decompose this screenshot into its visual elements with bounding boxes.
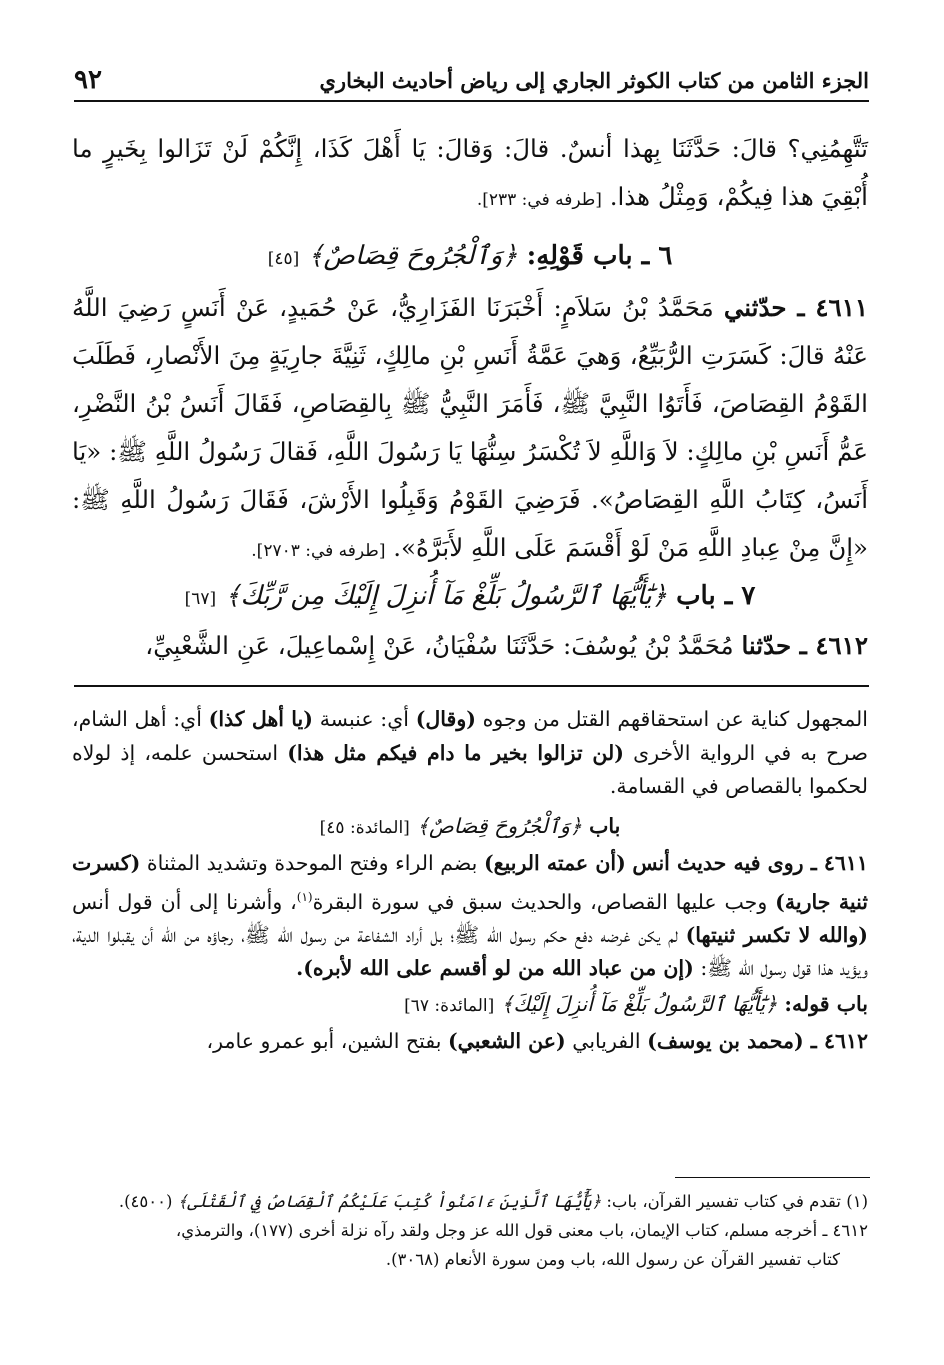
- quran-verse: ﴿وَٱلْجُرُوحَ قِصَاصٌ﴾: [308, 241, 518, 271]
- section-divider: [74, 685, 869, 687]
- quran-verse: ﴿يَٰٓأَيُّهَا ٱلرَّسُولُ بَلِّغْ مَآ أُنزِلَ إِلَيْكَ﴾: [501, 991, 778, 1016]
- hadith-4612: [72, 622, 868, 670]
- paragraph-continuation: تَتَّهِمُنِي؟ قالَ: حَدَّثَنَا بِهذا أنسٌ. قالَ: وَقالَ: يَا أَهْلَ كَذَا، إِنَّكُمْ لَنْ تَزَالوا بِخَيرٍ ما أُبْقِيَ هذا فِيكُمْ، وَمِثْلُ هذا. [طرفه في: ٢٣٣].: [72, 134, 868, 211]
- commentary-heading-2: باب قوله: ﴿يَٰٓأَيُّهَا ٱلرَّسُولُ بَلِّغْ مَآ أُنزِلَ إِلَيْكَ﴾ [المائدة: ٦٧]: [404, 991, 868, 1016]
- footnote-divider: [675, 1177, 870, 1178]
- hadith-number: ٤٦١٢ ـ حدّثنا: [741, 631, 868, 660]
- cross-reference: [طرفه في: ٢٧٠٣].: [251, 541, 386, 561]
- chapter-heading-7: ٧ ـ باب ﴿يَٰٓأَيُّهَا ٱلرَّسُولُ بَلِّغْ مَآ أُنزِلَ إِلَيْكَ مِن رَّبِّكَ﴾ [٦٧]: [184, 581, 756, 611]
- quran-verse: ﴿يَٰٓأَيُّهَا ٱلرَّسُولُ بَلِّغْ مَآ أُنزِلَ إِلَيْكَ مِن رَّبِّكَ﴾: [225, 581, 667, 611]
- verse-reference: [المائدة: ٤٥]: [319, 817, 410, 838]
- verse-reference: [المائدة: ٦٧]: [404, 995, 495, 1016]
- commentary-paragraph: ٤٦١٢ ـ (محمد بن يوسف) الفريابي (عن الشعبي) بفتح الشين، أبو عمرو عامر،: [206, 1029, 868, 1054]
- main-text: [72, 125, 868, 224]
- verse-number: [٤٥]: [267, 249, 300, 269]
- commentary-paragraph: المجهول كناية عن استحقاقهم القتل من وجوه (وقال) أي: عنبسة (يا أهل كذا) أي: أهل الشام، صرح به في الرواية الأخرى (لن تزالوا بخير ما دام فيكم مثل هذا) استحسن علمه، إذ لولاه لحكموا بالقصاص في القسامة.: [72, 707, 869, 798]
- footnote-2: ٤٦١٢ ـ أخرجه مسلم، كتاب الإيمان، باب معنى قول الله عز وجل ولقد رآه نزلة أخرى (١٧٧)، والترمذي، كتاب تفسير القرآن عن رسول الله، باب ومن سورة الأنعام (٣٠٦٨).: [175, 1221, 868, 1269]
- page-header: [74, 60, 869, 102]
- verse-number: [٦٧]: [184, 589, 217, 609]
- footnote-1: (١) تقدم في كتاب تفسير القرآن، باب: ﴿يَٰٓأَيُّهَا ٱلَّذِينَ ءَامَنُواْ كُتِبَ عَلَيْكُمُ ٱلْقِصَاصُ فِي ٱلْقَتْلَى﴾ (٤٥٠٠).: [118, 1192, 868, 1211]
- quran-verse: ﴿وَٱلْجُرُوحَ قِصَاصٌ﴾: [416, 813, 582, 838]
- commentary: [72, 703, 868, 1059]
- commentary-heading-1: باب ﴿وَٱلْجُرُوحَ قِصَاصٌ﴾ [المائدة: ٤٥]: [319, 813, 621, 838]
- footnotes: [72, 1187, 868, 1274]
- chapter-heading-6: ٦ ـ باب قَوْلِهِ: ﴿وَٱلْجُرُوحَ قِصَاصٌ﴾ [٤٥]: [267, 241, 673, 271]
- footnote-marker: (١): [296, 889, 313, 904]
- commentary-paragraph: ٤٦١١ ـ روى فيه حديث أنس (أن عمته الربيع) بضم الراء وفتح الموحدة وتشديد المثناة (كسرت ثنية جارية) وجب عليها القصاص، والحديث سبق في سورة البقرة$^{(١)}$، وأشرنا إلى أن قول أنس (والله لا تكسر ثنيتها) لم يكن غرضه دفع حكم رسول الله ﷺ؛ بل أراد الشفاعة من رسول الله ﷺ، رجاؤه من الله أن يقبلوا الدية، ويؤيد هذا قول رسول الله ﷺ: (إن من عباد الله من لو أقسم على الله لأبره).: [72, 851, 868, 981]
- hadith-text: مُحَمَّدُ بْنُ يُوسُفَ: حَدَّثَنَا سُفْيَانُ، عَنْ إِسْماعِيلَ، عَنِ الشَّعْبِيِّ،: [145, 631, 734, 660]
- cross-reference: [طرفه في: ٢٣٣].: [476, 190, 602, 210]
- running-title: الجزء الثامن من كتاب الكوثر الجاري إلى رياض أحاديث البخاري: [319, 67, 869, 93]
- hadith-4611: [72, 284, 868, 575]
- hadith-text: مَحَمَّدُ بْنُ سَلاَمٍ: أَخْبَرَنَا الفَزَارِيُّ، عَنْ حُمَيدٍ، عَنْ أَنَسٍ رَضِيَ اللَّهُ عَنْهُ قالَ: كَسَرَتِ الرُّبَيِّعُ، وَهيَ عَمَّةُ أَنَسِ بْنِ مالِكٍ، ثَنِيَّةَ جارِيَةٍ مِنَ الأَنْصارِ، فَطَلَبَ القَوْمُ القِصَاصَ، فَأَتَوُا النَّبِيَّ ﷺ، فَأَمَرَ النَّبِيُّ ﷺ بِالقِصَاصِ، فَقَالَ أَنَسُ بْنُ النَّضْرِ، عَمُّ أَنَسِ بْنِ مالِكٍ: لاَ وَاللَّهِ لاَ تُكْسَرُ سِنُّهَا يَا رَسُولَ اللَّهِ، فَقالَ رَسُولُ اللَّهِ ﷺ: «يَا أَنَسُ، كِتَابُ اللَّهِ القِصَاصُ». فَرَضِيَ القَوْمُ وَقَبِلُوا الأَرْشَ، فَقَالَ رَسُولُ اللَّهِ ﷺ: «إِنَّ مِنْ عِبادِ اللَّهِ مَنْ لَوْ أَقْسَمَ عَلَى اللَّهِ لأَبَرَّهُ».: [72, 293, 868, 562]
- page-number: ٩٢: [74, 65, 102, 95]
- hadith-number: ٤٦١١ ـ حدّثني: [723, 293, 869, 322]
